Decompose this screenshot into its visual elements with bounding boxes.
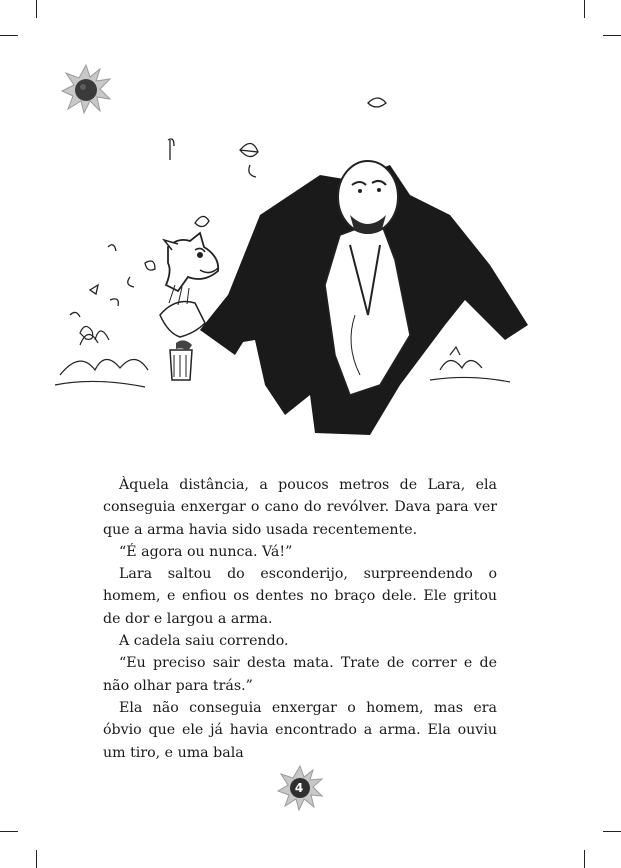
crop-mark-bottom-left-v <box>36 850 37 868</box>
crop-mark-top-left-v <box>36 0 37 18</box>
body-text <box>103 474 497 764</box>
paragraph: “É agora ou nunca. Vá!” <box>119 543 293 560</box>
paragraph: A cadela saiu correndo. <box>119 633 289 650</box>
crop-mark-bottom-right-h <box>603 831 621 832</box>
crop-mark-top-right-v <box>584 0 585 18</box>
page-number: 4 <box>294 781 304 795</box>
crop-mark-top-left-h <box>0 35 18 36</box>
paragraph: Àquela distância, a poucos metros de Lara, ela conseguia enxergar o cano do revólver. Dava para ver que a arma havia sido usada recentemente. <box>103 477 497 538</box>
paragraph: Lara saltou do esconderijo, surpreendendo o homem, e enfiou os dentes no braço dele. Ele gritou de dor e largou a arma. <box>103 566 497 627</box>
crop-mark-top-right-h <box>603 35 621 36</box>
man-with-dog-illustration-icon <box>50 85 570 455</box>
paragraph: Ela não conseguia enxergar o homem, mas era óbvio que ele já havia encontrado a arma. Ela ouviu um tiro, e uma bala <box>103 699 497 761</box>
paragraph: “Eu preciso sair desta mata. Trate de correr e de não olhar para trás.” <box>103 655 497 694</box>
crop-mark-bottom-right-v <box>584 850 585 868</box>
crop-mark-bottom-left-h <box>0 831 18 832</box>
